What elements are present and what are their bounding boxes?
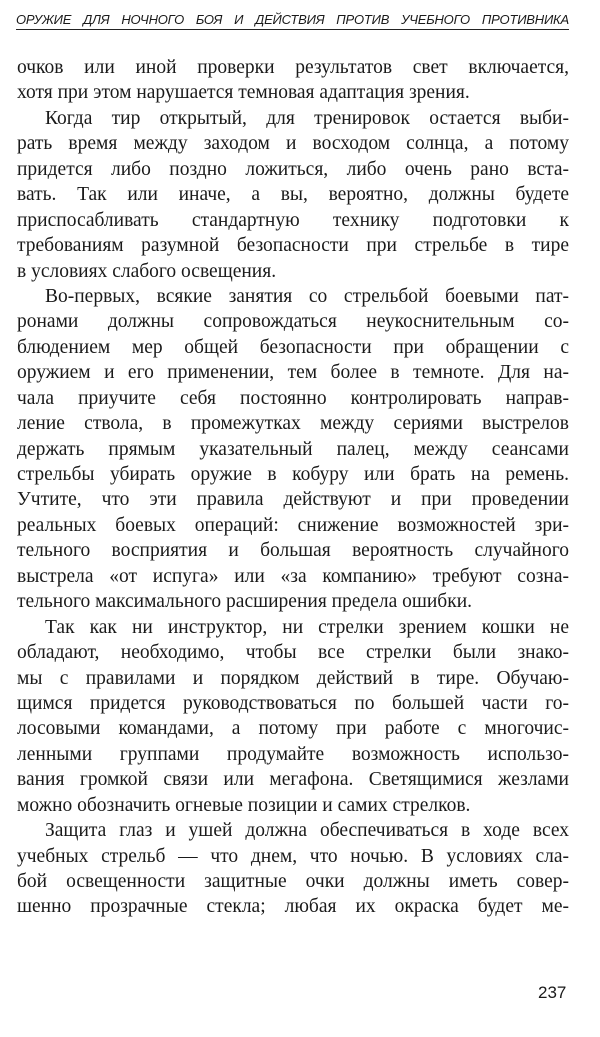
text-line: блюдением мер общей безопасности при обращении с bbox=[17, 336, 569, 358]
page-body bbox=[17, 55, 569, 920]
text-line: обладают, необходимо, чтобы все стрелки были знако- bbox=[17, 642, 569, 664]
text-line: бой освещенности защитные очки должны иметь совер- bbox=[17, 871, 569, 892]
text-line: тельного восприятия и большая вероятность случайного bbox=[17, 540, 569, 562]
text-line: держать прямым указательный палец, между сеансами bbox=[17, 438, 569, 460]
text-line: ленными группами продумайте возможность использо- bbox=[17, 743, 569, 765]
running-header: ОРУЖИЕ ДЛЯ НОЧНОГО БОЯ И ДЕЙСТВИЯ ПРОТИВ УЧЕБНОГО ПРОТИВНИКА bbox=[16, 12, 569, 30]
text-line: Во-первых, всякие занятия со стрельбой боевыми пат- bbox=[45, 285, 569, 307]
text-line: ление ствола, в промежутках между сериями выстрелов bbox=[17, 413, 569, 435]
text-line: оружием и его применении, тем более в темноте. Для на- bbox=[17, 362, 569, 384]
paragraph bbox=[17, 615, 569, 819]
text-line: выстрела «от испуга» или «за компанию» требуют созна- bbox=[17, 565, 569, 587]
text-line: Учтите, что эти правила действуют и при проведении bbox=[17, 489, 569, 511]
text-line: требованиям разумной безопасности при стрельбе в тире bbox=[17, 235, 569, 257]
text-line: мы с правилами и порядком действий в тире. Обучаю- bbox=[17, 667, 569, 689]
text-line: в условиях слабого освещения. bbox=[17, 260, 277, 282]
text-line: чала приучите себя постоянно контролировать направ- bbox=[17, 387, 569, 409]
text-line: реальных боевых операций: снижение возможностей зри- bbox=[17, 514, 569, 536]
text-line: рать время между заходом и восходом солнца, а потому bbox=[17, 133, 569, 155]
text-line: хотя при этом нарушается темновая адаптация зрения. bbox=[17, 82, 470, 104]
text-line: Когда тир открытый, для тренировок остается выби- bbox=[45, 107, 569, 129]
text-line: можно обозначить огневые позиции и самих стрелков. bbox=[17, 794, 471, 816]
paragraph bbox=[17, 818, 569, 920]
text-line: шенно прозрачные стекла; любая их окраска будет ме- bbox=[17, 896, 569, 918]
paragraph bbox=[17, 284, 569, 615]
text-line: приспосабливать стандартную технику подготовки к bbox=[17, 209, 569, 231]
paragraph bbox=[17, 106, 569, 284]
text-line: придется либо поздно ложиться, либо очень рано вста- bbox=[17, 158, 569, 180]
text-line: тельного максимального расширения предела ошибки. bbox=[17, 591, 473, 613]
text-line: стрельбы убирать оружие в кобуру или брать на ремень. bbox=[17, 464, 569, 485]
text-line: ронами должны сопровождаться неукоснительным со- bbox=[17, 311, 569, 333]
text-line: вать. Так или иначе, а вы, вероятно, должны будете bbox=[17, 184, 569, 206]
text-line: лосовыми командами, а потому при работе с многочис- bbox=[17, 718, 569, 740]
text-line: очков или иной проверки результатов свет включается, bbox=[17, 57, 569, 78]
paragraph bbox=[17, 55, 569, 106]
text-line: учебных стрельб — что днем, что ночью. В условиях сла- bbox=[17, 845, 569, 867]
text-line: Защита глаз и ушей должна обеспечиваться в ходе всех bbox=[45, 820, 569, 842]
text-line: щимся придется руководствоваться по большей части го- bbox=[17, 692, 569, 714]
text-line: вания громкой связи или мегафона. Светящимися жезлами bbox=[17, 769, 569, 791]
text-line: Так как ни инструктор, ни стрелки зрением кошки не bbox=[45, 616, 569, 638]
page-number: 237 bbox=[538, 983, 567, 1002]
